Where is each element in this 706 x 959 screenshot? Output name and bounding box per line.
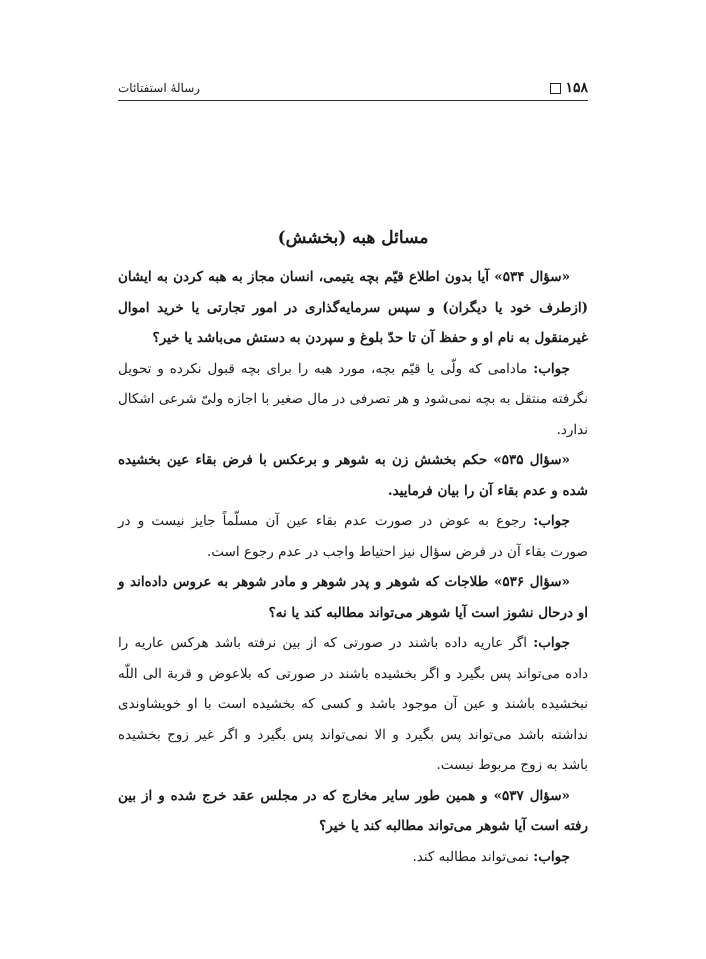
section-title: مسائل هبه (بخشش) [277, 228, 429, 248]
page-number-group [550, 80, 588, 96]
answer-text: رجوع به عوض در صورت عدم بقاء عین آن مسلّماً جایز نیست و در صورت بقاء آن در فرض سؤال نیز احتیاط واجب در عدم رجوع است. [118, 513, 588, 560]
answer-text: اگر عاریه داده باشند در صورتی که از بین نرفته باشد هرکس عاریه را داده می‌تواند پس بگیرد و اگر بخشیده باشند در صورتی که بلاعوض و قربة الی اللّه نبخشیده باشند و عین آن موجود باشد و کسی که بخشیده است با او خویشاوندی نداشته باشد می‌تواند پس بگیرد و الا نمی‌تواند پس بگیرد و اگر غیر زوج بخشیده باشد به زوج مربوط نیست. [118, 635, 588, 773]
page-number: ۱۵۸ [565, 80, 588, 96]
square-icon [550, 83, 561, 94]
answer-text: مادامی که ولّی یا قیّم بچه، مورد هبه را برای بچه قبول نکرده و تحویل نگرفته منتقل به بچه نمی‌شود و هر تصرفی در مال صغیر با اجازه ولیّ شرعی اشکال ندارد. [118, 360, 588, 438]
answer-label: جواب: [533, 635, 570, 651]
answer-label: جواب: [533, 360, 570, 377]
answer-535 [118, 506, 588, 567]
question-537: «سؤال ۵۳۷» و همین طور سایر مخارج که در مجلس عقد خرج شده و از بین رفته است آیا شوهر می‌تواند مطالبه کند یا خیر؟ [118, 787, 588, 834]
body-text [118, 262, 588, 872]
answer-label: جواب: [533, 848, 570, 865]
question-535: «سؤال ۵۳۵» حکم بخشش زن به شوهر و برعکس با فرض بقاء عین بخشیده شده و عدم بقاء آن را بیان فرمایید. [118, 452, 588, 499]
answer-label: جواب: [533, 513, 570, 529]
answer-text: نمی‌تواند مطالبه کند. [412, 848, 534, 865]
question-536: «سؤال ۵۳۶» طلاجات که شوهر و پدر شوهر و مادر شوهر به عروس داده‌اند و او درحال نشوز است آیا شوهر می‌تواند مطالبه کند یا نه؟ [118, 574, 588, 621]
question-534: «سؤال ۵۳۴» آیا بدون اطلاع قیّم بچه یتیمی، انسان مجاز به هبه کردن به ایشان (ازطرف خود یا دیگران) و سپس سرمایه‌گذاری در امور تجارتی یا خرید اموال غیرمنقول به نام او و حفظ آن تا حدّ بلوغ و سپردن به دستش می‌باشد یا خیر؟ [118, 269, 588, 346]
answer-536 [118, 628, 588, 781]
running-title: رسالهٔ استفتائات [118, 81, 201, 95]
answer-537 [118, 842, 588, 873]
answer-534 [118, 354, 588, 446]
page-header [118, 76, 588, 101]
